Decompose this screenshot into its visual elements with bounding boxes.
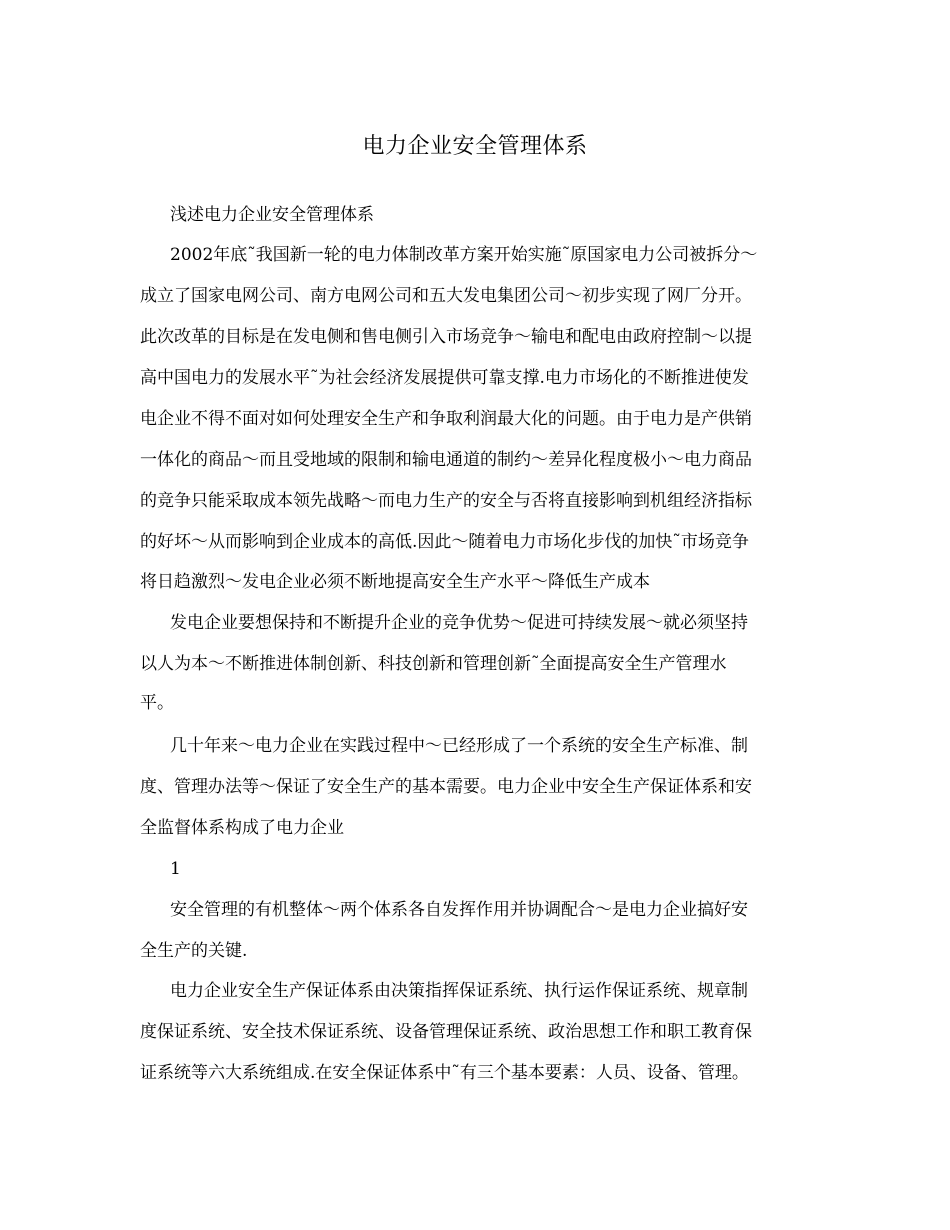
paragraph-4-line-1: 安全管理的有机整体～两个体系各自发挥作用并协调配合～是电力企业搞好安 [170,900,748,920]
paragraph-1-line-3: 此次改革的目标是在发电侧和售电侧引入市场竞争～输电和配电由政府控制～以提 [140,327,752,347]
paragraph-5-line-2: 度保证系统、安全技术保证系统、设备管理保证系统、政治思想工作和职工教育保 [140,1022,752,1042]
paragraph-3-line-3: 全监督体系构成了电力企业 [140,818,344,838]
paragraph-1-line-5: 电企业不得不面对如何处理安全生产和争取利润最大化的问题。由于电力是产供销 [140,409,752,429]
paragraph-1-line-2: 成立了国家电网公司、南方电网公司和五大发电集团公司～初步实现了网厂分开。 [140,286,752,306]
document-title: 电力企业安全管理体系 [362,134,588,159]
paragraph-1-line-4: 高中国电力的发展水平˜为社会经济发展提供可靠支撑.电力市场化的不断推进使发 [140,368,749,388]
paragraph-5-line-1: 电力企业安全生产保证体系由决策指挥保证系统、执行运作保证系统、规章制 [170,981,748,1001]
paragraph-5-line-3: 证系统等六大系统组成.在安全保证体系中˜有三个基本要素：人员、设备、管理。 [140,1063,749,1083]
paragraph-1-line-8: 的好坏～从而影响到企业成本的高低.因此～随着电力市场化步伐的加快˜市场竞争 [140,532,749,552]
paragraph-2-line-2: 以人为本～不断推进体制创新、科技创新和管理创新˜全面提高安全生产管理水 [140,654,727,674]
paragraph-2-line-3: 平。 [140,693,174,713]
paragraph-1-line-7: 的竞争只能采取成本领先战略～而电力生产的安全与否将直接影响到机组经济指标 [140,491,752,511]
paragraph-1-line-1: 2002年底˜我国新一轮的电力体制改革方案开始实施˜原国家电力公司被拆分～ [170,245,758,265]
paragraph-1-line-6: 一体化的商品～而且受地域的限制和输电通道的制约～差异化程度极小～电力商品 [140,450,752,470]
paragraph-2-line-1: 发电企业要想保持和不断提升企业的竞争优势～促进可持续发展～就必须坚持 [170,613,748,633]
subtitle-line: 浅述电力企业安全管理体系 [170,205,374,225]
page-number: 1 [170,859,181,879]
paragraph-3-line-2: 度、管理办法等～保证了安全生产的基本需要。电力企业中安全生产保证体系和安 [140,777,752,797]
paragraph-3-line-1: 几十年来～电力企业在实践过程中～已经形成了一个系统的安全生产标准、制 [170,736,748,756]
paragraph-1-line-9: 将日趋激烈～发电企业必须不断地提高安全生产水平～降低生产成本 [140,572,650,592]
paragraph-4-line-2: 全生产的关键. [140,941,248,961]
